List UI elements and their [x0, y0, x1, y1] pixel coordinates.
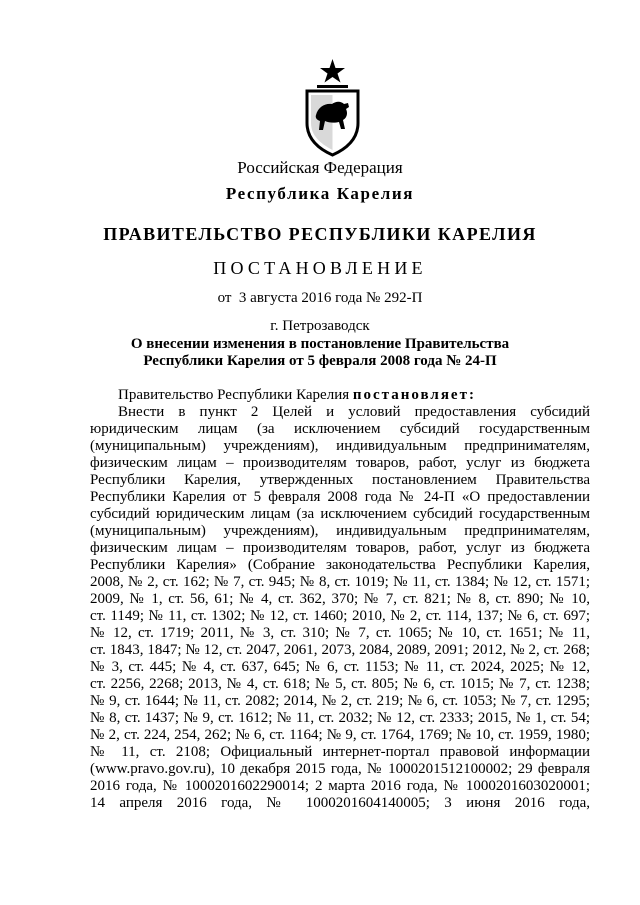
body-line: 2016 года, № 1000201602290014; 2 марта 2016 года, № 1000201603020001; [90, 778, 590, 794]
body-line: № 11, ст. 2108; Официальный интернет-портал правовой информации [90, 744, 590, 760]
body-line: № 2, ст. 224, 254, 262; № 6, ст. 1164; № 9, ст. 1764, 1769; № 10, ст. 1959, 1980; [90, 727, 590, 743]
document-title-line-2: Республики Карелия от 5 февраля 2008 года № 24-П [143, 353, 497, 369]
document-title [0, 336, 640, 370]
country-name: Российская Федерация [237, 158, 403, 177]
government-heading: ПРАВИТЕЛЬСТВО РЕСПУБЛИКИ КАРЕЛИЯ [103, 224, 537, 244]
body-line: Республики Карелия» (Собрание законодательства Республики Карелия, [90, 557, 590, 573]
body-line: юридическим лицам (за исключением субсидий государственным [90, 421, 590, 437]
body-line: (www.pravo.gov.ru), 10 декабря 2015 года, № 1000201512100002; 29 февраля [90, 761, 590, 777]
body-lead-line [90, 387, 590, 404]
body-line: 14 апреля 2016 года, № 1000201604140005; 3 июня 2016 года, [90, 795, 590, 811]
body-line: (муниципальным) учреждениям), индивидуальным предпринимателям, [90, 523, 590, 539]
body-line: ст. 1843, 1847; № 12, ст. 2047, 2061, 2073, 2084, 2089, 2091; 2012, № 2, ст. 268; [90, 642, 590, 658]
body-line: № 9, ст. 1644; № 11, ст. 2082; 2014, № 2, ст. 219; № 6, ст. 1053; № 7, ст. 1295; [90, 693, 590, 709]
document-city: г. Петрозаводск [270, 318, 370, 334]
document-body [90, 387, 590, 812]
body-line: ст. 2256, 2268; 2013, № 4, ст. 618; № 5, ст. 805; № 6, ст. 1015; № 7, ст. 1238; [90, 676, 590, 692]
body-line: 2009, № 1, ст. 56, 61; № 4, ст. 362, 370; № 7, ст. 821; № 8, ст. 890; № 10, [90, 591, 590, 607]
body-line: (муниципальным) учреждениям), индивидуальным предпринимателям, [90, 438, 590, 454]
body-line: субсидий юридическим лицам (за исключением субсидий государственным [90, 506, 590, 522]
body-line: № 3, ст. 445; № 4, ст. 637, 645; № 6, ст. 1153; № 11, ст. 2024, 2025; № 12, [90, 659, 590, 675]
body-resolves-text: постановляет: [352, 387, 476, 403]
body-line: Внести в пункт 2 Целей и условий предоставления субсидий [118, 404, 590, 420]
body-line: физическим лицам – производителям товаров, работ, услуг из бюджета [90, 455, 590, 471]
body-line: № 12, ст. 1719; 2011, № 3, ст. 310; № 7, ст. 1065; № 10, ст. 1651; № 11, [90, 625, 590, 641]
document-title-line-1: О внесении изменения в постановление Правительства [130, 336, 510, 352]
body-line: ст. 1149; № 11, ст. 1302; № 12, ст. 1460; 2010, № 2, ст. 114, 137; № 6, ст. 697; [90, 608, 590, 624]
body-line: Республики Карелия, утвержденных постановлением Правительства [90, 472, 590, 488]
body-line: физическим лицам – производителям товаров, работ, услуг из бюджета [90, 540, 590, 556]
body-line: Республики Карелия от 5 февраля 2008 года № 24-П «О предоставлении [90, 489, 590, 505]
document-date: от 3 августа 2016 года № 292-П [217, 290, 423, 306]
republic-name: Республика Карелия [225, 184, 415, 203]
karelia-coat-of-arms-icon [301, 57, 364, 157]
body-line: № 8, ст. 1437; № 9, ст. 1612; № 11, ст. 2032; № 12, ст. 2333; 2015, № 1, ст. 54; [90, 710, 590, 726]
document-type: ПОСТАНОВЛЕНИЕ [213, 258, 427, 278]
body-line: 2008, № 2, ст. 162; № 7, ст. 945; № 8, ст. 1019; № 11, ст. 1384; № 12, ст. 1571; [90, 574, 590, 590]
body-lead-text: Правительство Республики Карелия [118, 387, 350, 403]
